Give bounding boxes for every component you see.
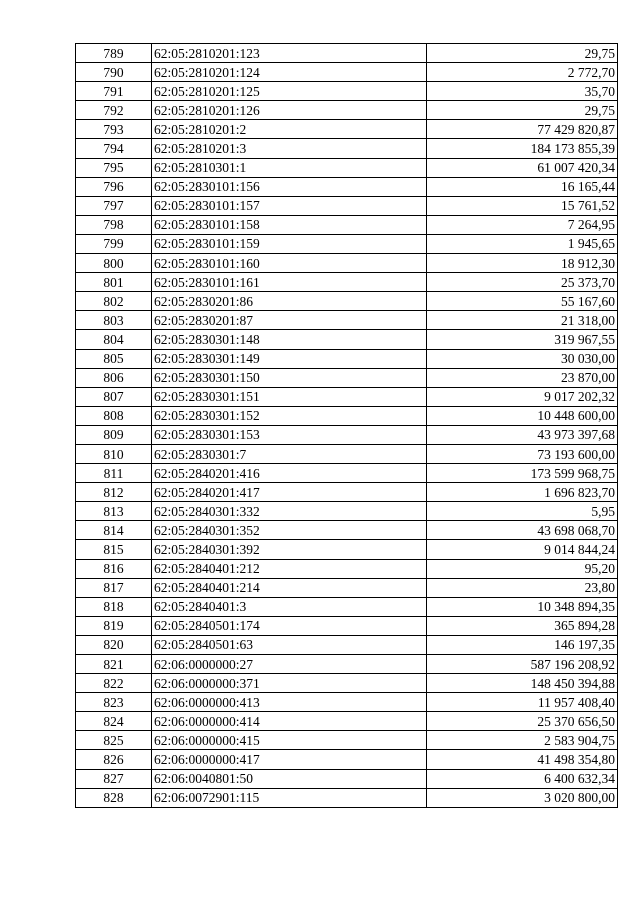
cadastral-value: 587 196 208,92 [427, 655, 618, 674]
cadastral-number: 62:05:2840201:416 [152, 464, 427, 483]
cadastral-value: 2 583 904,75 [427, 731, 618, 750]
row-number: 796 [76, 177, 152, 196]
table-row [76, 502, 618, 521]
row-number: 794 [76, 139, 152, 158]
cadastral-value: 365 894,28 [427, 616, 618, 635]
cadastral-number: 62:05:2840201:417 [152, 483, 427, 502]
row-number: 809 [76, 425, 152, 444]
table-row [76, 120, 618, 139]
cadastral-value: 6 400 632,34 [427, 769, 618, 788]
table-row [76, 635, 618, 654]
cadastral-number: 62:05:2810201:3 [152, 139, 427, 158]
row-number: 825 [76, 731, 152, 750]
cadastral-value: 2 772,70 [427, 63, 618, 82]
cadastral-value: 11 957 408,40 [427, 693, 618, 712]
table-row [76, 215, 618, 234]
row-number: 819 [76, 616, 152, 635]
table-row [76, 63, 618, 82]
row-number: 793 [76, 120, 152, 139]
cadastral-value: 10 448 600,00 [427, 406, 618, 425]
table-row [76, 196, 618, 215]
table-row [76, 788, 618, 807]
row-number: 798 [76, 215, 152, 234]
cadastral-value: 23,80 [427, 578, 618, 597]
row-number: 814 [76, 521, 152, 540]
table-row [76, 44, 618, 63]
cadastral-number: 62:05:2830301:149 [152, 349, 427, 368]
cadastral-number: 62:05:2830101:159 [152, 234, 427, 253]
cadastral-value: 9 014 844,24 [427, 540, 618, 559]
cadastral-value: 184 173 855,39 [427, 139, 618, 158]
cadastral-number: 62:05:2830301:7 [152, 444, 427, 463]
cadastral-number: 62:05:2830101:161 [152, 273, 427, 292]
cadastral-number: 62:06:0000000:417 [152, 750, 427, 769]
cadastral-value: 30 030,00 [427, 349, 618, 368]
table-row [76, 82, 618, 101]
cadastral-number: 62:05:2810301:1 [152, 158, 427, 177]
cadastral-value: 25 373,70 [427, 273, 618, 292]
cadastral-value: 319 967,55 [427, 330, 618, 349]
cadastral-value: 146 197,35 [427, 635, 618, 654]
row-number: 822 [76, 674, 152, 693]
cadastral-value: 95,20 [427, 559, 618, 578]
row-number: 828 [76, 788, 152, 807]
cadastral-value: 21 318,00 [427, 311, 618, 330]
table-row [76, 292, 618, 311]
table-body [76, 44, 618, 808]
cadastral-number: 62:05:2840301:392 [152, 540, 427, 559]
table-row [76, 273, 618, 292]
table-row [76, 444, 618, 463]
row-number: 800 [76, 254, 152, 273]
cadastral-number: 62:06:0000000:413 [152, 693, 427, 712]
cadastral-number: 62:05:2810201:123 [152, 44, 427, 63]
table-row [76, 177, 618, 196]
table-row [76, 731, 618, 750]
row-number: 804 [76, 330, 152, 349]
row-number: 795 [76, 158, 152, 177]
row-number: 810 [76, 444, 152, 463]
table-row [76, 387, 618, 406]
table-row [76, 540, 618, 559]
row-number: 792 [76, 101, 152, 120]
table-row [76, 597, 618, 616]
row-number: 802 [76, 292, 152, 311]
table-row [76, 559, 618, 578]
table-row [76, 368, 618, 387]
cadastral-value: 73 193 600,00 [427, 444, 618, 463]
row-number: 799 [76, 234, 152, 253]
cadastral-value: 43 973 397,68 [427, 425, 618, 444]
table-row [76, 425, 618, 444]
table-row [76, 655, 618, 674]
cadastral-value: 9 017 202,32 [427, 387, 618, 406]
cadastral-number: 62:05:2810201:124 [152, 63, 427, 82]
cadastral-value: 29,75 [427, 44, 618, 63]
table-row [76, 750, 618, 769]
row-number: 815 [76, 540, 152, 559]
cadastral-number: 62:05:2830201:86 [152, 292, 427, 311]
cadastral-value: 15 761,52 [427, 196, 618, 215]
cadastral-number: 62:05:2810201:126 [152, 101, 427, 120]
cadastral-number: 62:06:0000000:415 [152, 731, 427, 750]
cadastral-number: 62:05:2840301:352 [152, 521, 427, 540]
cadastral-number: 62:05:2810201:125 [152, 82, 427, 101]
row-number: 791 [76, 82, 152, 101]
row-number: 818 [76, 597, 152, 616]
cadastral-number: 62:06:0072901:115 [152, 788, 427, 807]
cadastral-value: 61 007 420,34 [427, 158, 618, 177]
cadastral-number: 62:05:2830301:152 [152, 406, 427, 425]
cadastral-number: 62:05:2840501:63 [152, 635, 427, 654]
table-row [76, 406, 618, 425]
table-row [76, 158, 618, 177]
cadastral-value: 1 696 823,70 [427, 483, 618, 502]
cadastral-number: 62:05:2840501:174 [152, 616, 427, 635]
cadastral-value-table [75, 43, 618, 808]
cadastral-number: 62:05:2830301:150 [152, 368, 427, 387]
cadastral-number: 62:05:2840301:332 [152, 502, 427, 521]
cadastral-value: 41 498 354,80 [427, 750, 618, 769]
row-number: 807 [76, 387, 152, 406]
row-number: 813 [76, 502, 152, 521]
row-number: 827 [76, 769, 152, 788]
cadastral-number: 62:05:2830201:87 [152, 311, 427, 330]
row-number: 811 [76, 464, 152, 483]
cadastral-number: 62:05:2830301:151 [152, 387, 427, 406]
table-row [76, 254, 618, 273]
table-row [76, 616, 618, 635]
row-number: 808 [76, 406, 152, 425]
row-number: 817 [76, 578, 152, 597]
row-number: 789 [76, 44, 152, 63]
cadastral-value: 35,70 [427, 82, 618, 101]
table-row [76, 769, 618, 788]
cadastral-number: 62:05:2840401:214 [152, 578, 427, 597]
table-row [76, 234, 618, 253]
cadastral-number: 62:05:2830101:158 [152, 215, 427, 234]
cadastral-value: 23 870,00 [427, 368, 618, 387]
table-row [76, 674, 618, 693]
row-number: 823 [76, 693, 152, 712]
table-row [76, 712, 618, 731]
cadastral-number: 62:05:2830101:156 [152, 177, 427, 196]
table-row [76, 521, 618, 540]
table-row [76, 330, 618, 349]
table-row [76, 693, 618, 712]
cadastral-number: 62:05:2840401:212 [152, 559, 427, 578]
cadastral-value: 3 020 800,00 [427, 788, 618, 807]
cadastral-number: 62:05:2830101:157 [152, 196, 427, 215]
row-number: 803 [76, 311, 152, 330]
row-number: 797 [76, 196, 152, 215]
row-number: 790 [76, 63, 152, 82]
table-row [76, 101, 618, 120]
row-number: 824 [76, 712, 152, 731]
cadastral-value: 5,95 [427, 502, 618, 521]
table-row [76, 139, 618, 158]
row-number: 801 [76, 273, 152, 292]
cadastral-number: 62:06:0040801:50 [152, 769, 427, 788]
cadastral-number: 62:06:0000000:27 [152, 655, 427, 674]
cadastral-value: 1 945,65 [427, 234, 618, 253]
cadastral-value: 43 698 068,70 [427, 521, 618, 540]
table-row [76, 349, 618, 368]
table-row [76, 483, 618, 502]
table-row [76, 311, 618, 330]
cadastral-number: 62:05:2810201:2 [152, 120, 427, 139]
cadastral-value: 18 912,30 [427, 254, 618, 273]
row-number: 816 [76, 559, 152, 578]
row-number: 805 [76, 349, 152, 368]
cadastral-value: 16 165,44 [427, 177, 618, 196]
cadastral-value: 29,75 [427, 101, 618, 120]
row-number: 826 [76, 750, 152, 769]
cadastral-number: 62:05:2840401:3 [152, 597, 427, 616]
cadastral-value: 7 264,95 [427, 215, 618, 234]
cadastral-number: 62:05:2830301:153 [152, 425, 427, 444]
row-number: 806 [76, 368, 152, 387]
cadastral-value: 25 370 656,50 [427, 712, 618, 731]
cadastral-value: 55 167,60 [427, 292, 618, 311]
cadastral-value: 148 450 394,88 [427, 674, 618, 693]
cadastral-value: 10 348 894,35 [427, 597, 618, 616]
cadastral-value: 173 599 968,75 [427, 464, 618, 483]
cadastral-number: 62:06:0000000:371 [152, 674, 427, 693]
cadastral-number: 62:05:2830101:160 [152, 254, 427, 273]
row-number: 812 [76, 483, 152, 502]
cadastral-number: 62:06:0000000:414 [152, 712, 427, 731]
table-row [76, 578, 618, 597]
table-row [76, 464, 618, 483]
row-number: 821 [76, 655, 152, 674]
cadastral-value: 77 429 820,87 [427, 120, 618, 139]
cadastral-number: 62:05:2830301:148 [152, 330, 427, 349]
row-number: 820 [76, 635, 152, 654]
